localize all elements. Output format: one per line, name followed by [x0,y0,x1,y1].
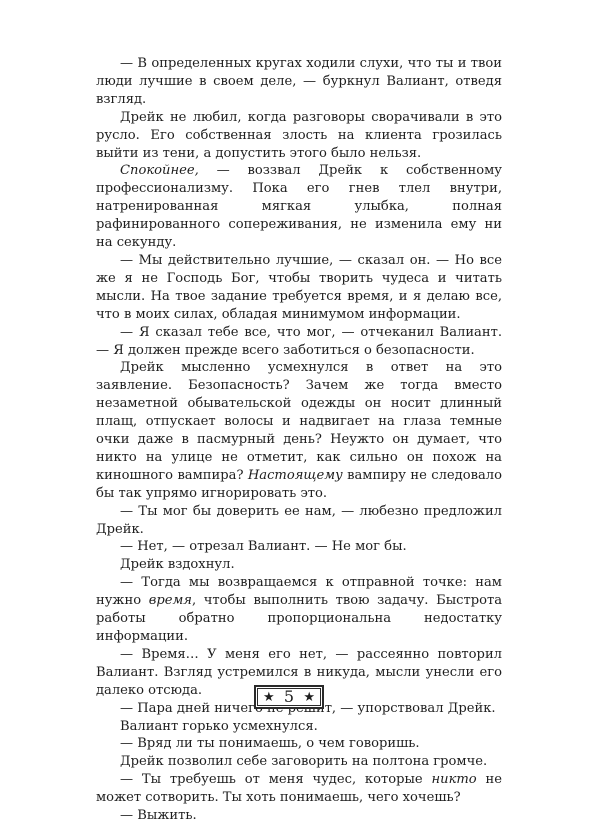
page-number-box [254,685,324,709]
text-run: — Вряд ли ты понимаешь, о чем говоришь. [120,736,420,752]
text-run: — Ты мог бы доверить ее нам, — любезно предложил Дрейк. [96,503,502,537]
italic-text: Настоящему [247,467,343,483]
text-run: — Время… У меня его нет, — рассеянно повторил Валиант. Взгляд устремился в никуда, мысли унесли его далеко отсюда. [96,646,502,698]
paragraph [96,162,502,252]
italic-text: никто [431,772,477,788]
text-run: , чтобы выполнить твою задачу. Быстрота работы обратно пропорциональна недостатку информации. [96,593,503,644]
text-run: не может сотворить. Ты хоть понимаешь, чего хочешь? [96,772,503,806]
italic-text: время [148,593,192,609]
paragraph [96,556,502,574]
italic-text: Спокойнее, [120,163,199,179]
paragraph [96,807,502,825]
text-run: вампиру не следовало бы так упрямо игнорировать это. [96,467,502,501]
star-left-icon: ★ [263,689,275,705]
text-run: — Я сказал тебе все, что мог, — отчеканил Валиант. — Я должен прежде всего заботиться о безопасности. [96,324,502,358]
paragraph [96,753,502,771]
text-run: — Ты требуешь от меня чудес, которые [120,772,432,788]
paragraph [96,574,502,646]
paragraph [96,771,502,807]
paragraph [96,735,502,753]
text-run: — Выжить. [120,808,197,824]
paragraph [96,324,502,360]
text-run: — Пара дней ничего не решит, — упорствовал Дрейк. [120,700,496,716]
paragraph [96,252,502,324]
paragraph [96,109,502,163]
body-text [96,55,502,825]
text-run: — Тогда мы возвращаемся к отправной точке: нам нужно [96,575,502,609]
text-run: — Мы действительно лучшие, — сказал он. — Но все же я не Господь Бог, чтобы творить чудеса и читать мысли. На твое задание требуется время, и я делаю все, что в моих силах, обладая минимумом информации. [96,252,502,322]
paragraph [96,359,502,502]
paragraph [96,503,502,539]
text-run: — Нет, — отрезал Валиант. — Не мог бы. [120,539,407,555]
text-run: Дрейк вздохнул. [120,557,235,573]
text-run: Дрейк не любил, когда разговоры сворачивали в это русло. Его собственная злость на клиента грозилась выйти из тени, а допустить этого было нельзя. [96,109,502,161]
text-run: — воззвал Дрейк к собственному профессионализму. Пока его гнев тлел внутри, натренированная мягкая улыбка, полная рафинированного сопереживания, не изменила ему ни на секунду. [96,163,502,251]
paragraph [96,55,502,109]
page-number: 5 [283,687,295,706]
text-run: Валиант горько усмехнулся. [120,718,318,734]
paragraph [96,718,502,736]
text-run: Дрейк позволил себе заговорить на полтона громче. [120,754,488,770]
text-run: — В определенных кругах ходили слухи, что ты и твои люди лучшие в своем деле, — буркнул Валиант, отведя взгляд. [96,56,502,107]
paragraph [96,538,502,556]
star-right-icon: ★ [303,689,315,705]
text-run: Дрейк мысленно усмехнулся в ответ на это заявление. Безопасность? Зачем же тогда вместо незаметной обывательской одежды он носит длинный плащ, отпускает волосы и надвигает на глаза темные очки даже в пасмурный день? Неужто он думает, что никто на улице не отметит, как сильно он похож на киношного вампира? [96,360,502,483]
